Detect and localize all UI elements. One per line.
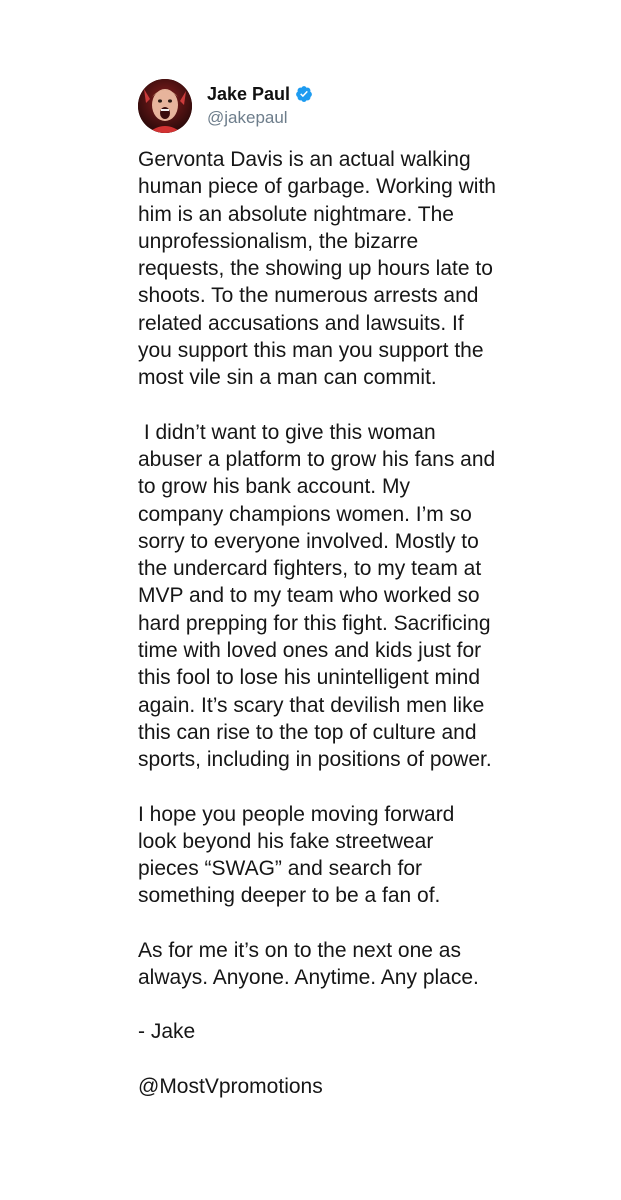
tweet-line: shoots. To the numerous arrests and xyxy=(138,284,479,308)
mention-link[interactable]: @MostVpromotions xyxy=(138,1074,323,1098)
tweet-line: hard prepping for this fight. Sacrificing xyxy=(138,611,491,635)
tweet-line: I didn’t want to give this woman xyxy=(138,420,436,444)
tweet-line: related accusations and lawsuits. If xyxy=(138,311,464,335)
tweet-line: As for me it’s on to the next one as xyxy=(138,938,461,962)
tweet-line: sports, including in positions of power. xyxy=(138,748,492,772)
tweet-line: the undercard fighters, to my team at xyxy=(138,557,482,581)
tweet-line: look beyond his fake streetwear xyxy=(138,829,434,853)
tweet-paragraph xyxy=(138,146,598,392)
tweet-line: MVP and to my team who worked so xyxy=(138,584,480,608)
signoff-line: - Jake xyxy=(138,1020,196,1044)
tweet-line: sorry to everyone involved. Mostly to xyxy=(138,529,479,553)
tweet-line: to grow his bank account. My xyxy=(138,475,410,499)
paragraph-gap xyxy=(138,991,598,1018)
verified-badge-icon xyxy=(295,85,313,103)
tweet-paragraph xyxy=(138,419,598,774)
tweet-line: Gervonta Davis is an actual walking xyxy=(138,148,471,171)
tweet-signoff xyxy=(138,1018,598,1045)
tweet-line: human piece of garbage. Working with xyxy=(138,175,496,199)
tweet-line: company champions women. I’m so xyxy=(138,502,472,526)
tweet-line: most vile sin a man can commit. xyxy=(138,366,437,390)
tweet-line: I hope you people moving forward xyxy=(138,802,455,826)
author-display-name[interactable]: Jake Paul xyxy=(207,84,291,104)
tweet-paragraph xyxy=(138,937,598,992)
tweet-mention-paragraph xyxy=(138,1073,598,1100)
author-names xyxy=(207,83,313,129)
name-row xyxy=(207,83,313,105)
tweet-line: you support this man you support the xyxy=(138,339,484,363)
tweet-line: him is an absolute nightmare. The xyxy=(138,202,454,226)
tweet-text xyxy=(138,146,598,1100)
tweet-line: always. Anyone. Anytime. Any place. xyxy=(138,966,479,990)
tweet-header xyxy=(138,78,313,134)
tweet-line: pieces “SWAG” and search for xyxy=(138,857,422,881)
author-handle[interactable]: @jakepaul xyxy=(207,108,288,127)
tweet-line: again. It’s scary that devilish men like xyxy=(138,693,485,717)
paragraph-gap xyxy=(138,392,598,419)
tweet-line: requests, the showing up hours late to xyxy=(138,257,493,281)
tweet-line: abuser a platform to grow his fans and xyxy=(138,447,496,471)
avatar[interactable] xyxy=(138,79,192,133)
paragraph-gap xyxy=(138,910,598,937)
tweet-line: this can rise to the top of culture and xyxy=(138,720,477,744)
paragraph-gap xyxy=(138,1046,598,1073)
tweet-paragraph xyxy=(138,801,598,910)
paragraph-gap xyxy=(138,774,598,801)
avatar-photo-icon xyxy=(138,79,192,133)
tweet-line: time with loved ones and kids just for xyxy=(138,639,482,663)
tweet-line: unprofessionalism, the bizarre xyxy=(138,229,419,253)
tweet-line: this fool to lose his unintelligent mind xyxy=(138,666,481,690)
tweet-line: something deeper to be a fan of. xyxy=(138,884,441,908)
